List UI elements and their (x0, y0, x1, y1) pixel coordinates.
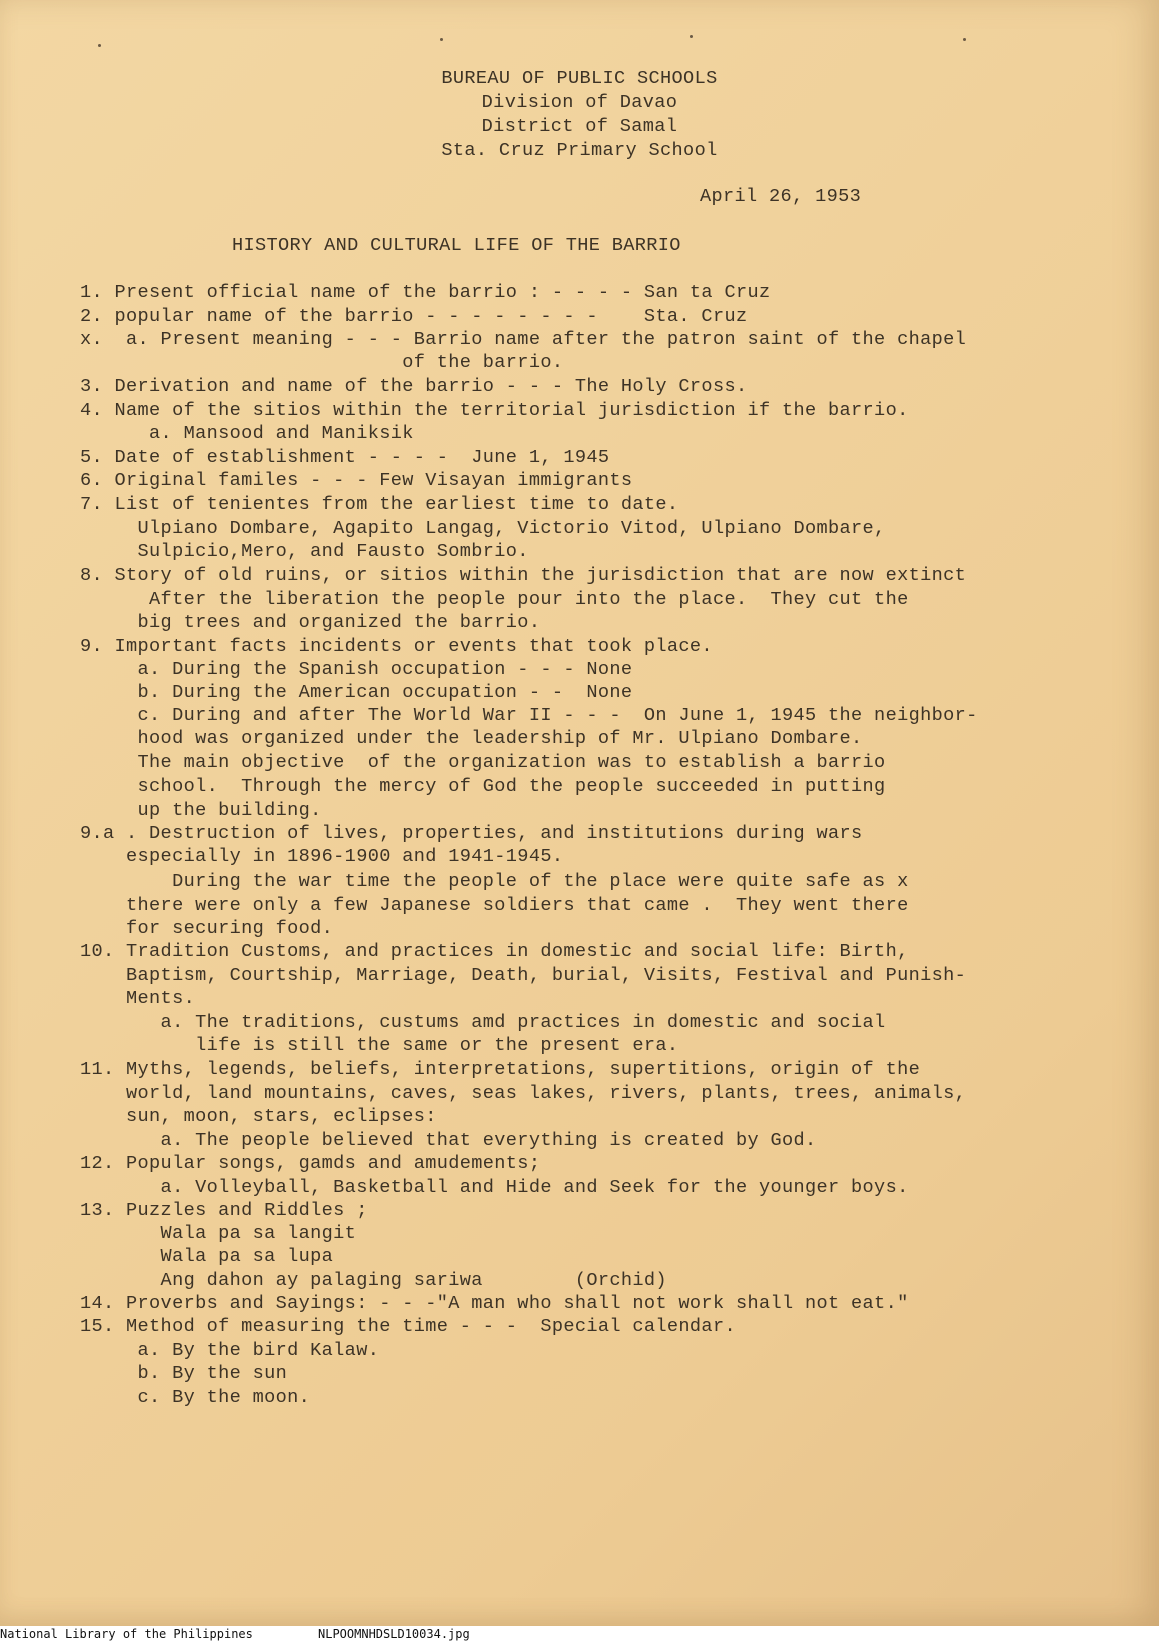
document-line: 11. Myths, legends, beliefs, interpretations, supertitions, origin of the (80, 1059, 921, 1080)
document-line: Wala pa sa lupa (80, 1246, 334, 1267)
document-line: 14. Proverbs and Sayings: - - -"A man who shall not work shall not eat." (80, 1293, 909, 1314)
document-line: 3. Derivation and name of the barrio - - - The Holy Cross. (80, 376, 748, 397)
document-line: 5. Date of establishment - - - - June 1, 1945 (80, 447, 610, 468)
document-line: a. Volleyball, Basketball and Hide and Seek for the younger boys. (80, 1177, 909, 1198)
document-line: Sulpicio,Mero, and Fausto Sombrio. (80, 541, 529, 562)
document-line: After the liberation the people pour into the place. They cut the (80, 589, 909, 610)
document-line: Baptism, Courtship, Marriage, Death, burial, Visits, Festival and Punish- (80, 965, 967, 986)
document-line: Wala pa sa langit (80, 1223, 357, 1244)
document-line: Ments. (80, 988, 196, 1009)
file-name: NLPOOMNHDSLD10034.jpg (318, 1627, 470, 1641)
document-line: 7. List of tenientes from the earliest time to date. (80, 494, 679, 515)
document-line: up the building. (80, 800, 322, 821)
paper-speck (440, 38, 443, 41)
document-line: 4. Name of the sitios within the territorial jurisdiction if the barrio. (80, 400, 909, 421)
division-heading: Division of Davao (481, 92, 678, 113)
document-line: 9. Important facts incidents or events that took place. (80, 636, 713, 657)
document-line: world, land mountains, caves, seas lakes, rivers, plants, trees, animals, (80, 1083, 967, 1104)
paper-speck (690, 35, 693, 38)
paper-speck (98, 44, 101, 47)
document-line: for securing food. (80, 918, 334, 939)
document-line: b. By the sun (80, 1363, 288, 1384)
paper-speck (963, 38, 966, 41)
document-line: The main objective of the organization was to establish a barrio (80, 752, 886, 773)
school-heading: Sta. Cruz Primary School (441, 140, 718, 161)
document-line: 10. Tradition Customs, and practices in domestic and social life: Birth, (80, 941, 909, 962)
document-line: 1. Present official name of the barrio : - - - - San ta Cruz (80, 282, 771, 303)
document-line: a. The traditions, custums amd practices in domestic and social (80, 1012, 886, 1033)
document-line: especially in 1896-1900 and 1941-1945. (80, 846, 564, 867)
document-line: 8. Story of old ruins, or sitios within the jurisdiction that are now extinct (80, 565, 967, 586)
document-line: Ulpiano Dombare, Agapito Langag, Victorio Vitod, Ulpiano Dombare, (80, 518, 886, 539)
document-line: 2. popular name of the barrio - - - - - - - - Sta. Cruz (80, 306, 748, 327)
document-line: life is still the same or the present era. (80, 1035, 679, 1056)
document-line: a. During the Spanish occupation - - - None (80, 659, 633, 680)
district-heading: District of Samal (481, 116, 678, 137)
document-line: hood was organized under the leadership of Mr. Ulpiano Dombare. (80, 728, 863, 749)
document-line: During the war time the people of the place were quite safe as x (80, 871, 909, 892)
document-line: sun, moon, stars, eclipses: (80, 1106, 437, 1127)
document-line: a. The people believed that everything is created by God. (80, 1130, 817, 1151)
document-line: 15. Method of measuring the time - - - Special calendar. (80, 1316, 736, 1337)
document-line: 9.a . Destruction of lives, properties, and institutions during wars (80, 823, 863, 844)
document-line: of the barrio. (80, 352, 564, 373)
document-line: a. By the bird Kalaw. (80, 1340, 380, 1361)
document-line: 6. Original familes - - - Few Visayan immigrants (80, 470, 633, 491)
document-line: b. During the American occupation - - None (80, 682, 633, 703)
document-line: Ang dahon ay palaging sariwa (Orchid) (80, 1270, 667, 1291)
footer-bar (0, 1626, 1159, 1643)
document-line: school. Through the mercy of God the people succeeded in putting (80, 776, 886, 797)
document-line: c. By the moon. (80, 1387, 311, 1408)
document-line: a. Mansood and Maniksik (80, 423, 414, 444)
bureau-heading: BUREAU OF PUBLIC SCHOOLS (441, 68, 718, 89)
document-line: big trees and organized the barrio. (80, 612, 541, 633)
document-title: HISTORY AND CULTURAL LIFE OF THE BARRIO (232, 235, 681, 256)
library-credit: National Library of the Philippines (0, 1627, 253, 1641)
document-date: April 26, 1953 (700, 186, 862, 207)
document-line: c. During and after The World War II - - - On June 1, 1945 the neighbor- (80, 705, 978, 726)
document-line: x. a. Present meaning - - - Barrio name after the patron saint of the chapel (80, 329, 967, 350)
document-line: 12. Popular songs, gamds and amudements; (80, 1153, 541, 1174)
document-line: there were only a few Japanese soldiers that came . They went there (80, 895, 909, 916)
document-line: 13. Puzzles and Riddles ; (80, 1200, 368, 1221)
